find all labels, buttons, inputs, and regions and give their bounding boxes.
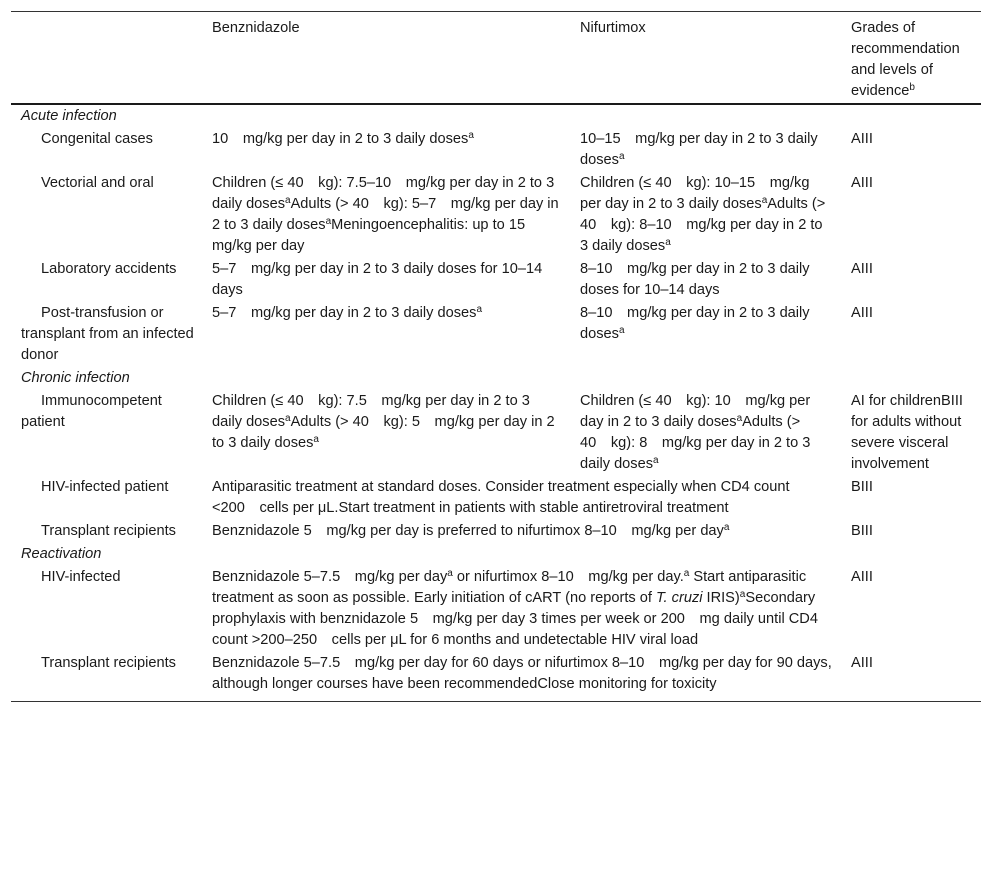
cell-text: Adults (> 40 kg): 8–10 mg/kg per day in 2 to 3 daily doses bbox=[580, 196, 826, 254]
grade-cell: AIII bbox=[851, 131, 873, 147]
footnote-a: a bbox=[736, 413, 743, 424]
cell-text: Start treatment in patients with stable antiretroviral treatment bbox=[338, 500, 729, 516]
table-row-transplant-chronic bbox=[11, 520, 981, 543]
footnote-a: a bbox=[665, 237, 671, 248]
treatment-table bbox=[11, 11, 981, 702]
table-row-vectorial bbox=[11, 172, 981, 258]
table-row-hiv-reactivation bbox=[11, 566, 981, 652]
row-label: Immunocompetent patient bbox=[21, 393, 162, 430]
row-label: Laboratory accidents bbox=[41, 261, 177, 277]
footnote-b: b bbox=[909, 82, 915, 93]
species-name: T. cruzi bbox=[655, 590, 703, 606]
benznidazole-cell bbox=[202, 390, 570, 476]
cell-text: 10–15 mg/kg per day in 2 to 3 daily doses bbox=[580, 131, 818, 168]
cell-text: Children (≤ 40 kg): 10 mg/kg per day in 2 to 3 daily doses bbox=[580, 393, 811, 430]
section-title-acute: Acute infection bbox=[21, 108, 117, 124]
cell-text: Benznidazole 5–7.5 mg/kg per day for 60 days or nifurtimox 8–10 mg/kg per day for 90 days, although longer courses have been recommended bbox=[212, 655, 832, 692]
grade-cell: AIII bbox=[851, 175, 873, 191]
benznidazole-cell bbox=[202, 128, 570, 172]
footnote-a: a bbox=[476, 304, 483, 315]
footnote-a: a bbox=[618, 325, 625, 336]
merged-treatment-cell bbox=[202, 520, 841, 543]
section-title-reactivation: Reactivation bbox=[21, 546, 102, 562]
table-row-transfusion bbox=[11, 302, 981, 367]
grade-cell: AIII bbox=[851, 261, 873, 277]
cell-text: Benznidazole 5–7.5 mg/kg per day bbox=[212, 569, 448, 585]
cell-text: Children (≤ 40 kg): 7.5–10 mg/kg per day in 2 to 3 daily doses bbox=[212, 175, 555, 212]
cell-text: Children (≤ 40 kg): 10–15 mg/kg per day in 2 to 3 daily doses bbox=[580, 175, 810, 212]
header-nifurtimox: Nifurtimox bbox=[570, 12, 841, 105]
section-row-acute bbox=[11, 104, 981, 128]
cell-text: Adults (> 40 kg): 5 mg/kg per day in 2 to 3 daily doses bbox=[212, 414, 555, 451]
header-grades bbox=[841, 12, 981, 105]
footnote-a: a bbox=[683, 568, 690, 579]
cell-text: 10 mg/kg per day in 2 to 3 daily doses bbox=[212, 131, 469, 147]
footnote-a: a bbox=[739, 589, 746, 600]
footnote-a: a bbox=[313, 434, 319, 445]
cell-text: Adults (> 40 kg): 5–7 mg/kg per day in 2 to 3 daily doses bbox=[212, 196, 559, 233]
row-label: Vectorial and oral bbox=[41, 175, 154, 191]
cell-text: Meningoencephalitis: up to 15 mg/kg per day bbox=[212, 217, 540, 254]
cell-text: Benznidazole 5 mg/kg per day is preferred to nifurtimox 8–10 mg/kg per day bbox=[212, 523, 724, 539]
cell-text: or nifurtimox 8–10 mg/kg per day. bbox=[452, 569, 684, 585]
nifurtimox-cell bbox=[570, 302, 841, 367]
cell-text: 8–10 mg/kg per day in 2 to 3 daily doses bbox=[580, 305, 810, 342]
header-grades-text: Grades of recommendation and levels of evidence bbox=[851, 20, 960, 99]
cell-text: Antiparasitic treatment at standard doses. Consider treatment especially when CD4 count <200 cells per μL. bbox=[212, 479, 790, 516]
footnote-a: a bbox=[325, 216, 332, 227]
section-row-reactivation bbox=[11, 543, 981, 566]
nifurtimox-cell bbox=[570, 390, 841, 476]
cell-text: Secondary prophylaxis with benznidazole 5 mg/kg per day 3 times per week or 200 mg daily until CD4 count >200–250 cells per μL for 6 months and undetectable HIV viral load bbox=[212, 590, 818, 648]
row-label: HIV-infected bbox=[41, 569, 121, 585]
footnote-a: a bbox=[285, 195, 291, 206]
table-row-immunocompetent bbox=[11, 390, 981, 476]
row-label: Congenital cases bbox=[41, 131, 153, 147]
header-row bbox=[11, 12, 981, 105]
footnote-a: a bbox=[468, 130, 474, 141]
section-title-chronic: Chronic infection bbox=[21, 370, 130, 386]
benznidazole-cell bbox=[202, 172, 570, 258]
merged-treatment-cell bbox=[202, 566, 841, 652]
merged-treatment-cell bbox=[202, 652, 841, 702]
table-row-congenital bbox=[11, 128, 981, 172]
benznidazole-cell: 5–7 mg/kg per day in 2 to 3 daily doses for 10–14 days bbox=[212, 261, 543, 298]
grade-cell: AIII bbox=[851, 655, 873, 671]
cell-text: 5–7 mg/kg per day in 2 to 3 daily doses bbox=[212, 305, 477, 321]
footnote-a: a bbox=[618, 151, 625, 162]
grade-cell: BIII bbox=[851, 523, 873, 539]
grade-cell: AIII bbox=[851, 569, 873, 585]
table-row-hiv-chronic bbox=[11, 476, 981, 520]
row-label: Transplant recipients bbox=[41, 523, 176, 539]
cell-text: Children (≤ 40 kg): 7.5 mg/kg per day in 2 to 3 daily doses bbox=[212, 393, 530, 430]
benznidazole-cell bbox=[202, 302, 570, 367]
footnote-a: a bbox=[761, 195, 768, 206]
grade-cell: BIII bbox=[851, 479, 873, 495]
row-label: HIV-infected patient bbox=[41, 479, 169, 495]
table-row-transplant-reactivation bbox=[11, 652, 981, 702]
cell-text: Close monitoring for toxicity bbox=[537, 676, 717, 692]
footnote-a: a bbox=[285, 413, 291, 424]
cell-text: BIII for adults without severe visceral involvement bbox=[851, 393, 963, 472]
cell-text: Start antiparasitic treatment as soon as possible. Early initiation of cART (no reports of bbox=[212, 569, 807, 606]
cell-text: Adults (> 40 kg): 8 mg/kg per day in 2 to 3 daily doses bbox=[580, 414, 811, 472]
grade-cell: AIII bbox=[851, 305, 873, 321]
header-empty bbox=[11, 12, 202, 105]
cell-text: IRIS) bbox=[702, 590, 740, 606]
grade-cell bbox=[841, 390, 981, 476]
header-benznidazole: Benznidazole bbox=[202, 12, 570, 105]
merged-treatment-cell bbox=[202, 476, 841, 520]
section-row-chronic bbox=[11, 367, 981, 390]
footnote-a: a bbox=[723, 522, 730, 533]
footnote-a: a bbox=[653, 455, 659, 466]
nifurtimox-cell bbox=[570, 172, 841, 258]
nifurtimox-cell: 8–10 mg/kg per day in 2 to 3 daily doses for 10–14 days bbox=[580, 261, 810, 298]
footnote-a: a bbox=[447, 568, 453, 579]
row-label: Post-transfusion or transplant from an infected donor bbox=[21, 305, 194, 363]
nifurtimox-cell bbox=[570, 128, 841, 172]
cell-text: AI for children bbox=[851, 393, 942, 409]
row-label: Transplant recipients bbox=[41, 655, 176, 671]
table-row-laboratory bbox=[11, 258, 981, 302]
